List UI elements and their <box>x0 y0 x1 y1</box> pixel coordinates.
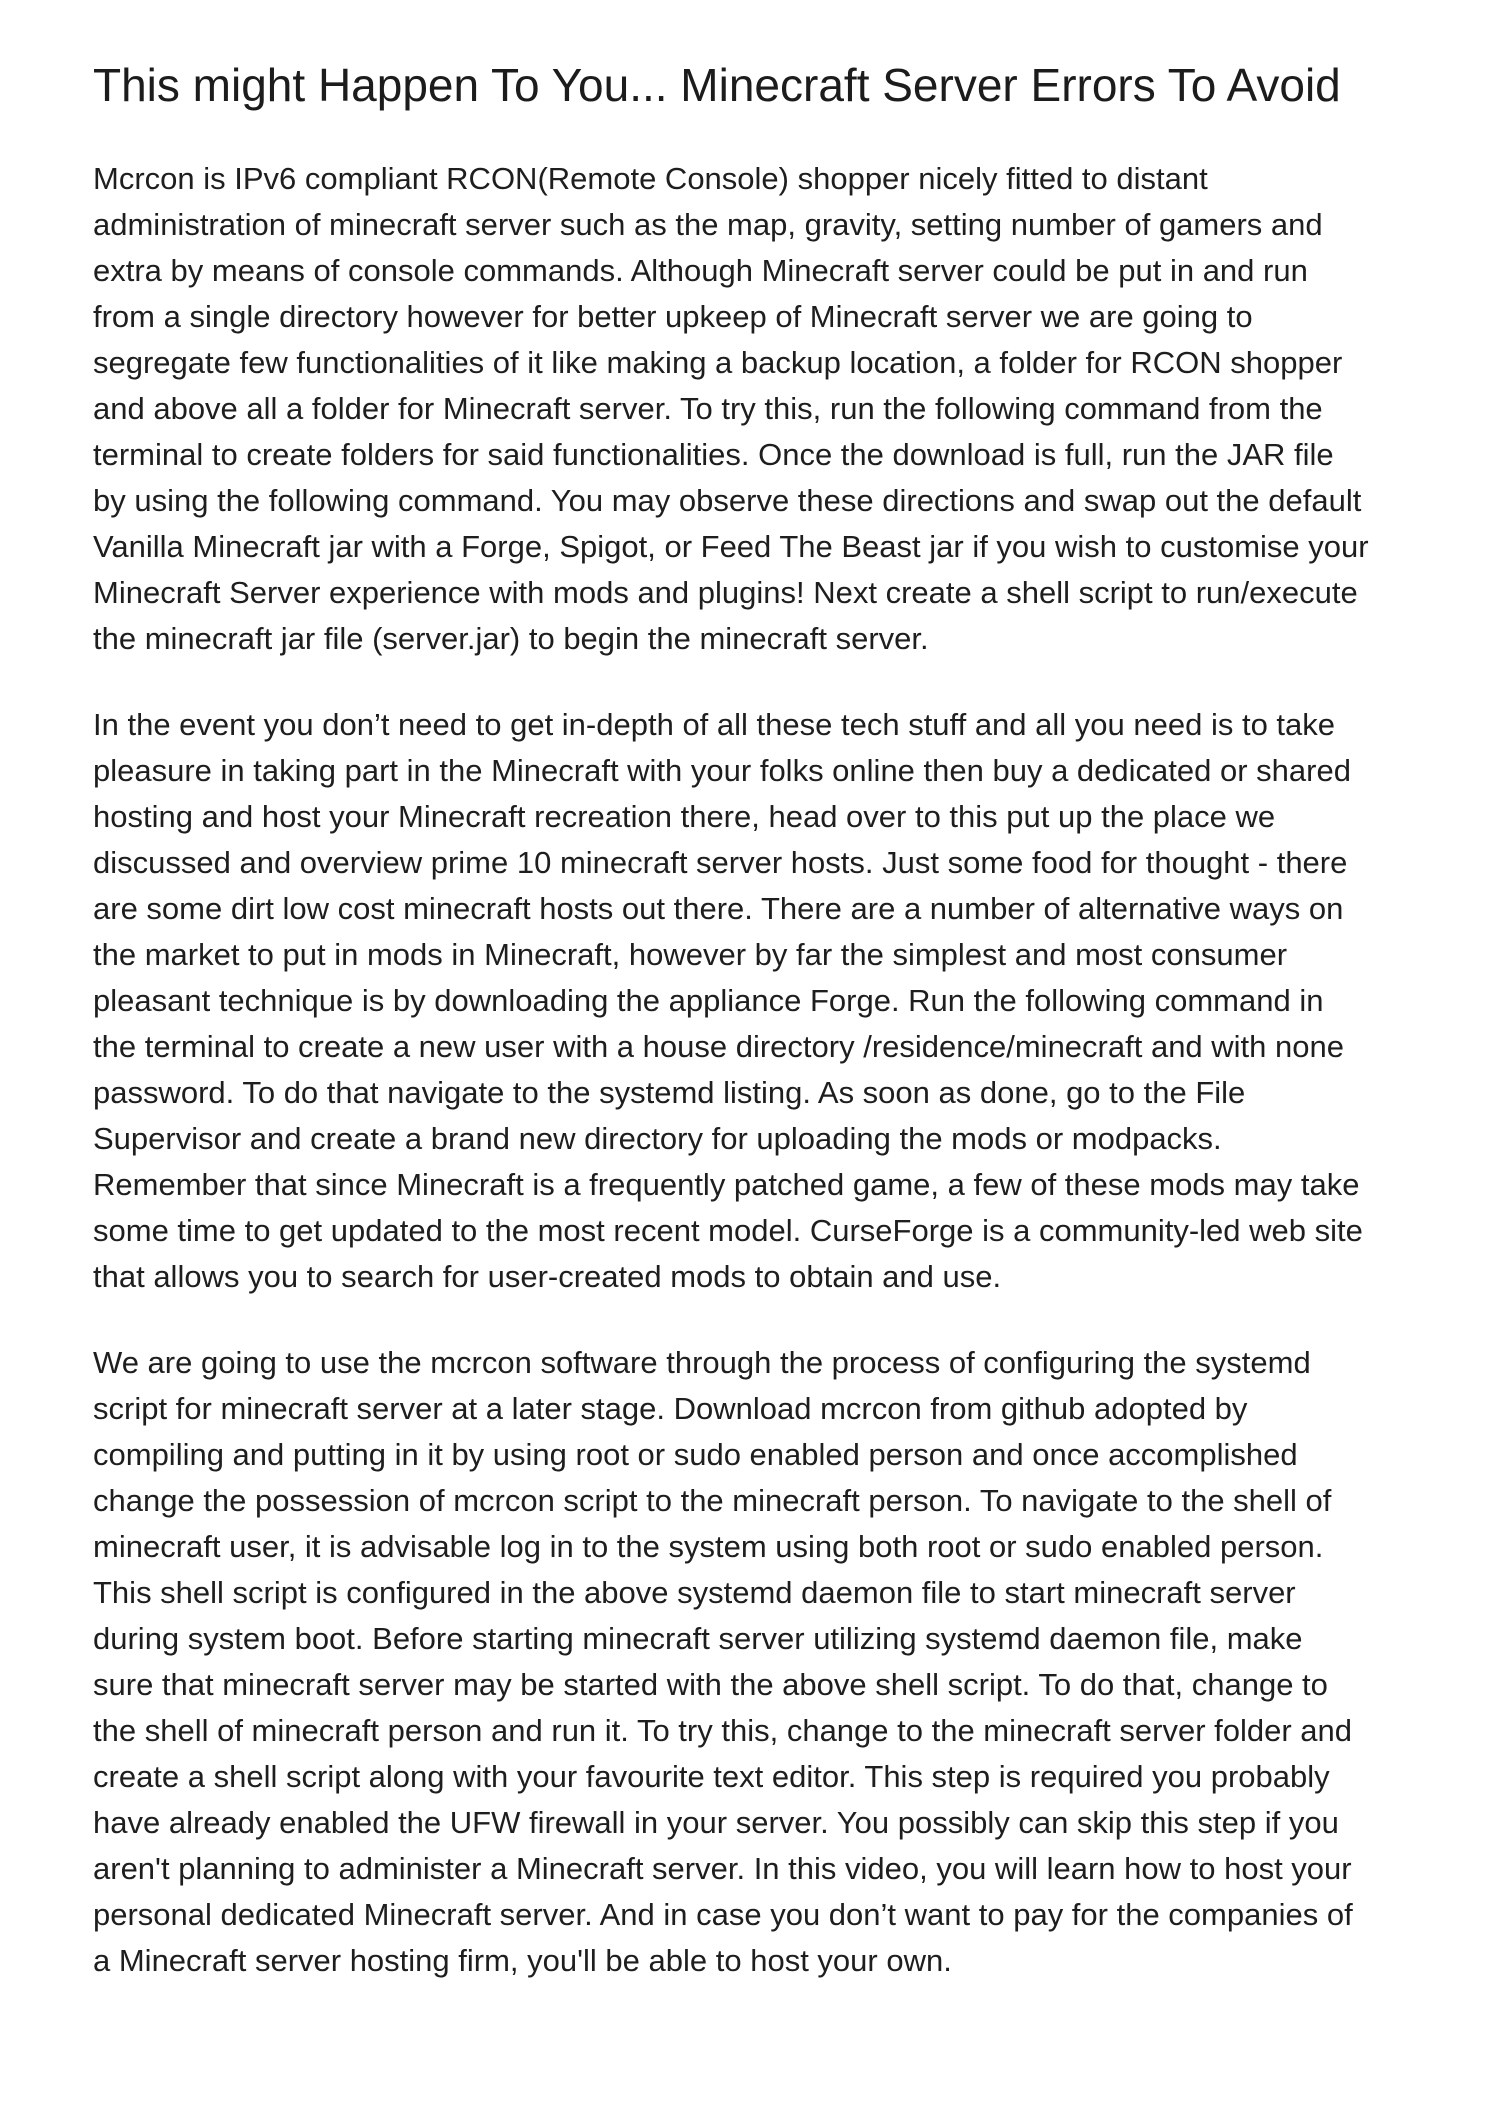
article-title: This might Happen To You... Minecraft Server Errors To Avoid <box>93 59 1341 111</box>
article-paragraph-3: We are going to use the mcrcon software through the process of configuring the systemd script for minecraft server at a later stage. Download mcrcon from github adopted by compiling and putting in it by using root or sudo enabled person and once accomplished change the possession of mcrcon script to the minecraft person. To navigate to the shell of minecraft user, it is advisable log in to the system using both root or sudo enabled person. This shell script is configured in the above systemd daemon file to start minecraft server during system boot. Before starting minecraft server utilizing systemd daemon file, make sure that minecraft server may be started with the above shell script. To do that, change to the shell of minecraft person and run it. To try this, change to the minecraft server folder and create a shell script along with your favourite text editor. This step is required you probably have already enabled the UFW firewall in your server. You possibly can skip this step if you aren't planning to administer a Minecraft server. In this video, you will learn how to host your personal dedicated Minecraft server. And in case you don’t want to pay for the companies of a Minecraft server hosting firm, you'll be able to host your own. <box>93 1345 1353 1978</box>
article <box>93 58 1369 1984</box>
article-paragraph-2: In the event you don’t need to get in-depth of all these tech stuff and all you need is to take pleasure in taking part in the Minecraft with your folks online then buy a dedicated or shared hosting and host your Minecraft recreation there, head over to this put up the place we discussed and overview prime 10 minecraft server hosts. Just some food for thought - there are some dirt low cost minecraft hosts out there. There are a number of alternative ways on the market to put in mods in Minecraft, however by far the simplest and most consumer pleasant technique is by downloading the appliance Forge. Run the following command in the terminal to create a new user with a house directory /residence/minecraft and with none password. To do that navigate to the systemd listing. As soon as done, go to the File Supervisor and create a brand new directory for uploading the mods or modpacks. Remember that since Minecraft is a frequently patched game, a few of these mods may take some time to get updated to the most recent model. CurseForge is a community-led web site that allows you to search for user-created mods to obtain and use. <box>93 707 1363 1294</box>
article-paragraph-1: Mcrcon is IPv6 compliant RCON(Remote Console) shopper nicely fitted to distant administration of minecraft server such as the map, gravity, setting number of gamers and extra by means of console commands. Although Minecraft server could be put in and run from a single directory however for better upkeep of Minecraft server we are going to segregate few functionalities of it like making a backup location, a folder for RCON shopper and above all a folder for Minecraft server. To try this, run the following command from the terminal to create folders for said functionalities. Once the download is full, run the JAR file by using the following command. You may observe these directions and swap out the default Vanilla Minecraft jar with a Forge, Spigot, or Feed The Beast jar if you wish to customise your Minecraft Server experience with mods and plugins! Next create a shell script to run/execute the minecraft jar file (server.jar) to begin the minecraft server. <box>93 161 1369 656</box>
